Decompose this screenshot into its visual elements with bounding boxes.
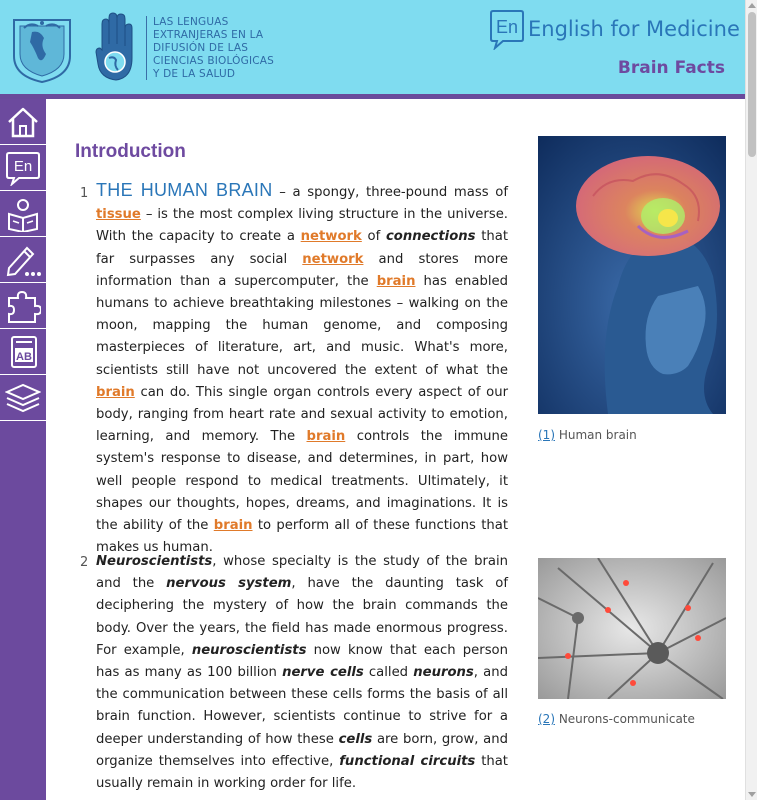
sidebar-item-english[interactable] [0,145,46,191]
department-line: EXTRANJERAS EN LA [153,29,264,41]
text-span: that usually remain in working order for life. [96,753,508,792]
text-span: has enabled humans to achieve breathtaking milestones – walking on the moon, mapping the human genome, and composing masterpieces of literature, art, and music. What's more, scientists still have not uncovered the extent of what the [96,273,508,378]
scroll-thumb[interactable] [748,12,756,157]
page-subtitle: Brain Facts [617,58,725,78]
text-span: of [361,229,386,245]
emphasis-term: functional circuits [339,753,476,769]
text-span: and stores more information than a supercomputer, the [96,251,508,289]
emphasis-term: nerve cells [282,665,364,681]
sidebar-item-home[interactable] [0,99,46,145]
neurons-image [538,558,726,699]
vocab-link-brain[interactable]: brain [96,384,135,400]
text-span: are born, grow, and organize themselves into effective, [96,731,508,769]
text-span: can do. This single organ controls every aspect of our body, ranging from heart rate and sexual activity to emotion, learning, and memory. The [96,384,508,445]
sidebar-item-vocabulary[interactable] [0,329,46,375]
reading-icon [5,196,41,232]
text-span: – a spongy, three-pound mass of [272,185,508,200]
sidebar-item-label: AB [16,350,32,363]
sidebar-item-label: En [13,157,33,175]
emphasis-term: neurons [413,665,474,681]
puzzle-icon [5,288,41,324]
figure-ref-link[interactable]: (1) [538,428,555,442]
hand-globe-logo [92,10,138,84]
emphasis-term: neuroscientists [191,642,307,658]
department-name [153,16,274,81]
layers-icon [5,380,41,416]
english-speech-icon [5,150,41,186]
figure-caption [538,712,695,726]
vocab-link-brain[interactable]: brain [306,429,346,445]
sidebar [0,99,46,800]
emphasis-term: Neuroscientists [96,554,213,569]
paragraph-number: 1 [80,186,89,201]
vocab-link-brain[interactable]: brain [213,518,253,534]
figure-caption [538,428,637,442]
article-heading: THE HUMAN BRAIN [96,180,273,200]
section-title: Introduction [75,141,186,162]
header-divider [146,16,147,80]
emphasis-term: cells [338,731,373,747]
vertical-scrollbar[interactable] [745,0,757,800]
text-span: , have the daunting task of deciphering the mystery of how the brain commands the body. Over the years, the field has made enormous progress. For example, [96,576,509,658]
vocabulary-icon [5,334,41,370]
figure-ref-link[interactable]: (2) [538,712,555,726]
caption-text: Human brain [555,428,637,442]
text-span: now know that each person has as many as 100 billion [96,642,508,681]
text-span: , whose specialty is the study of the brain and the [96,554,508,592]
sidebar-item-reading[interactable] [0,191,46,237]
department-line: Y DE LA SALUD [153,68,236,80]
department-line: DIFUSIÓN DE LAS [153,42,249,54]
sidebar-item-layers[interactable] [0,375,46,421]
paragraph-2 [96,551,508,795]
vocab-link-network[interactable]: network [300,229,362,245]
scroll-down-arrow-icon[interactable] [748,792,756,797]
text-span: to perform all of these functions that makes us human. [96,518,508,556]
home-icon [5,104,41,140]
english-logo-icon [489,8,525,50]
vocab-link-brain[interactable]: brain [376,273,416,289]
caption-text: Neurons-communicate [555,712,695,726]
department-line: CIENCIAS BIOLÓGICAS [153,55,275,67]
header-divider-line [0,94,745,99]
app-title: English for Medicine [528,17,740,41]
sidebar-item-writing[interactable] [0,237,46,283]
emphasis-term: nervous system [166,576,292,592]
scroll-up-arrow-icon[interactable] [748,3,756,8]
vocab-link-network[interactable]: network [302,251,364,267]
text-span: controls the immune system's response to disease, and determines, in part, how well people respond to medical treatments. Ultimately, it shapes our thoughts, hopes, dreams, and imaginations. It is the ability of the [96,429,508,534]
text-span: called [363,665,414,681]
unam-seal-logo [10,14,74,84]
department-line: LAS LENGUAS [153,16,229,28]
header [0,0,745,94]
text-span: that far surpasses any social [96,229,508,267]
human-brain-image [538,136,726,414]
writing-icon [5,242,41,278]
text-span: , and the communication between these cells forms the basis of all brain function. However, scientists continue to strive for a deeper understanding of how these [96,665,508,747]
vocab-link-tissue[interactable]: tissue [96,207,141,223]
emphasis-term: connections [385,229,476,245]
text-span: – is the most complex living structure in the universe. With the capacity to create a [96,207,508,245]
logo-text: En [495,17,519,37]
paragraph-number: 2 [80,555,89,570]
sidebar-item-puzzle[interactable] [0,283,46,329]
paragraph-1 [96,179,508,559]
